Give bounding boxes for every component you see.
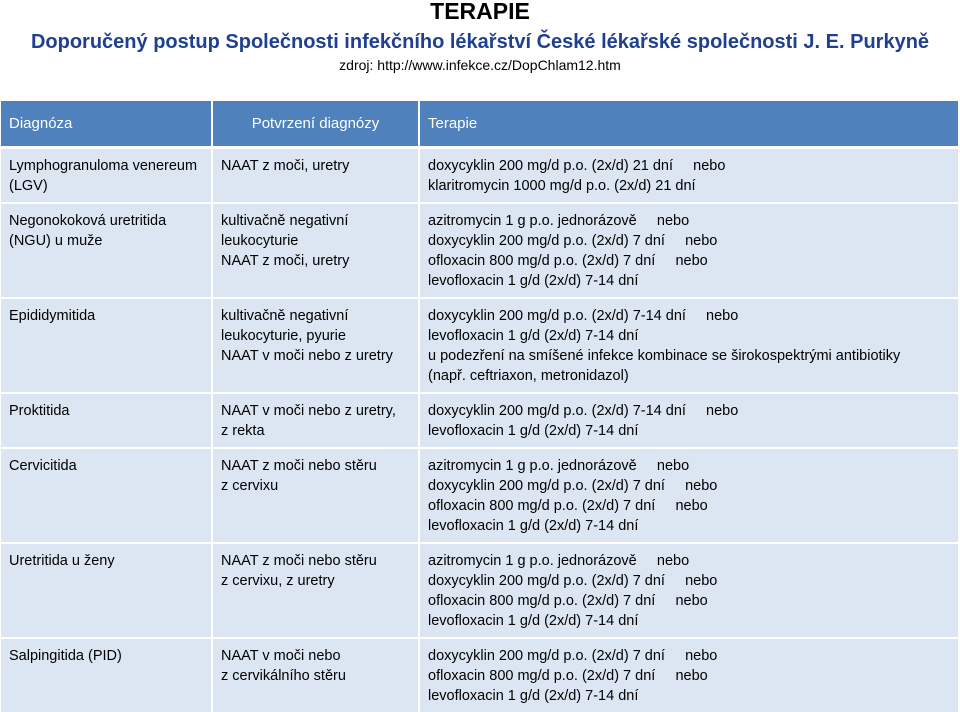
cell-therapy xyxy=(419,298,958,393)
cell-text-line: z cervixu xyxy=(221,476,410,496)
table-row xyxy=(1,203,958,298)
cell-confirmation xyxy=(212,638,419,712)
cell-text-line: Proktitida xyxy=(9,401,203,421)
cell-text-line: (LGV) xyxy=(9,176,203,196)
cell-confirmation xyxy=(212,448,419,543)
column-header-diagnosis: Diagnóza xyxy=(1,101,212,148)
cell-text-line: NAAT z moči nebo stěru xyxy=(221,551,410,571)
cell-text-line: (např. ceftriaxon, metronidazol) xyxy=(428,366,950,386)
cell-diagnosis xyxy=(1,543,212,638)
table-row xyxy=(1,298,958,393)
column-header-confirmation: Potvrzení diagnózy xyxy=(212,101,419,148)
cell-text-line: Negonokoková uretritida xyxy=(9,211,203,231)
table-row xyxy=(1,148,958,204)
cell-text-line: doxycyklin 200 mg/d p.o. (2x/d) 7 dní nebo xyxy=(428,231,950,251)
cell-text-line: doxycyklin 200 mg/d p.o. (2x/d) 7 dní nebo xyxy=(428,571,950,591)
cell-text-line: kultivačně negativní xyxy=(221,306,410,326)
cell-text-line: azitromycin 1 g p.o. jednorázově nebo xyxy=(428,456,950,476)
cell-text-line: levofloxacin 1 g/d (2x/d) 7-14 dní xyxy=(428,326,950,346)
cell-text-line: levofloxacin 1 g/d (2x/d) 7-14 dní xyxy=(428,516,950,536)
cell-diagnosis xyxy=(1,638,212,712)
cell-text-line: NAAT v moči nebo xyxy=(221,646,410,666)
cell-therapy xyxy=(419,148,958,204)
cell-confirmation xyxy=(212,393,419,448)
cell-text-line: z cervixu, z uretry xyxy=(221,571,410,591)
cell-confirmation xyxy=(212,543,419,638)
table-body xyxy=(1,148,958,712)
cell-text-line: doxycyklin 200 mg/d p.o. (2x/d) 7-14 dní nebo xyxy=(428,306,950,326)
cell-text-line: doxycyklin 200 mg/d p.o. (2x/d) 7 dní nebo xyxy=(428,476,950,496)
table-row xyxy=(1,393,958,448)
cell-text-line: NAAT v moči nebo z uretry, xyxy=(221,401,410,421)
cell-text-line: z cervikálního stěru xyxy=(221,666,410,686)
cell-text-line: Salpingitida (PID) xyxy=(9,646,203,666)
cell-text-line: ofloxacin 800 mg/d p.o. (2x/d) 7 dní nebo xyxy=(428,591,950,611)
cell-text-line: Lymphogranuloma venereum xyxy=(9,156,203,176)
cell-text-line: ofloxacin 800 mg/d p.o. (2x/d) 7 dní nebo xyxy=(428,666,950,686)
cell-text-line: azitromycin 1 g p.o. jednorázově nebo xyxy=(428,551,950,571)
cell-text-line: leukocyturie, pyurie xyxy=(221,326,410,346)
page-title: TERAPIE xyxy=(0,0,960,24)
cell-text-line: (NGU) u muže xyxy=(9,231,203,251)
table-row xyxy=(1,448,958,543)
cell-text-line: klaritromycin 1000 mg/d p.o. (2x/d) 21 dní xyxy=(428,176,950,196)
cell-confirmation xyxy=(212,298,419,393)
cell-text-line: NAAT z moči nebo stěru xyxy=(221,456,410,476)
cell-text-line: Epididymitida xyxy=(9,306,203,326)
cell-diagnosis xyxy=(1,203,212,298)
cell-text-line: NAAT z moči, uretry xyxy=(221,251,410,271)
cell-therapy xyxy=(419,448,958,543)
therapy-table xyxy=(1,101,958,712)
page-subtitle: Doporučený postup Společnosti infekčního lékařství České lékařské společnosti J. E. Purkyně xyxy=(0,31,960,53)
cell-text-line: Cervicitida xyxy=(9,456,203,476)
cell-text-line: NAAT v moči nebo z uretry xyxy=(221,346,410,366)
cell-diagnosis xyxy=(1,393,212,448)
cell-diagnosis xyxy=(1,148,212,204)
cell-diagnosis xyxy=(1,298,212,393)
cell-text-line: doxycyklin 200 mg/d p.o. (2x/d) 21 dní nebo xyxy=(428,156,950,176)
table-row xyxy=(1,638,958,712)
cell-text-line: levofloxacin 1 g/d (2x/d) 7-14 dní xyxy=(428,686,950,706)
cell-text-line: doxycyklin 200 mg/d p.o. (2x/d) 7-14 dní nebo xyxy=(428,401,950,421)
cell-diagnosis xyxy=(1,448,212,543)
cell-therapy xyxy=(419,638,958,712)
cell-text-line: ofloxacin 800 mg/d p.o. (2x/d) 7 dní nebo xyxy=(428,251,950,271)
cell-text-line: levofloxacin 1 g/d (2x/d) 7-14 dní xyxy=(428,611,950,631)
table-row xyxy=(1,543,958,638)
cell-text-line: z rekta xyxy=(221,421,410,441)
cell-text-line: levofloxacin 1 g/d (2x/d) 7-14 dní xyxy=(428,271,950,291)
cell-text-line: u podezření na smíšené infekce kombinace se širokospektrými antibiotiky xyxy=(428,346,950,366)
cell-text-line: NAAT z moči, uretry xyxy=(221,156,410,176)
cell-therapy xyxy=(419,543,958,638)
cell-text-line: doxycyklin 200 mg/d p.o. (2x/d) 7 dní nebo xyxy=(428,646,950,666)
cell-text-line: leukocyturie xyxy=(221,231,410,251)
cell-text-line: kultivačně negativní xyxy=(221,211,410,231)
cell-confirmation xyxy=(212,203,419,298)
cell-confirmation xyxy=(212,148,419,204)
cell-therapy xyxy=(419,203,958,298)
cell-text-line: azitromycin 1 g p.o. jednorázově nebo xyxy=(428,211,950,231)
table-header-row xyxy=(1,101,958,148)
cell-text-line: levofloxacin 1 g/d (2x/d) 7-14 dní xyxy=(428,421,950,441)
cell-therapy xyxy=(419,393,958,448)
cell-text-line: ofloxacin 800 mg/d p.o. (2x/d) 7 dní nebo xyxy=(428,496,950,516)
column-header-therapy: Terapie xyxy=(419,101,958,148)
source-reference: zdroj: http://www.infekce.cz/DopChlam12.htm xyxy=(0,57,960,73)
cell-text-line: Uretritida u ženy xyxy=(9,551,203,571)
